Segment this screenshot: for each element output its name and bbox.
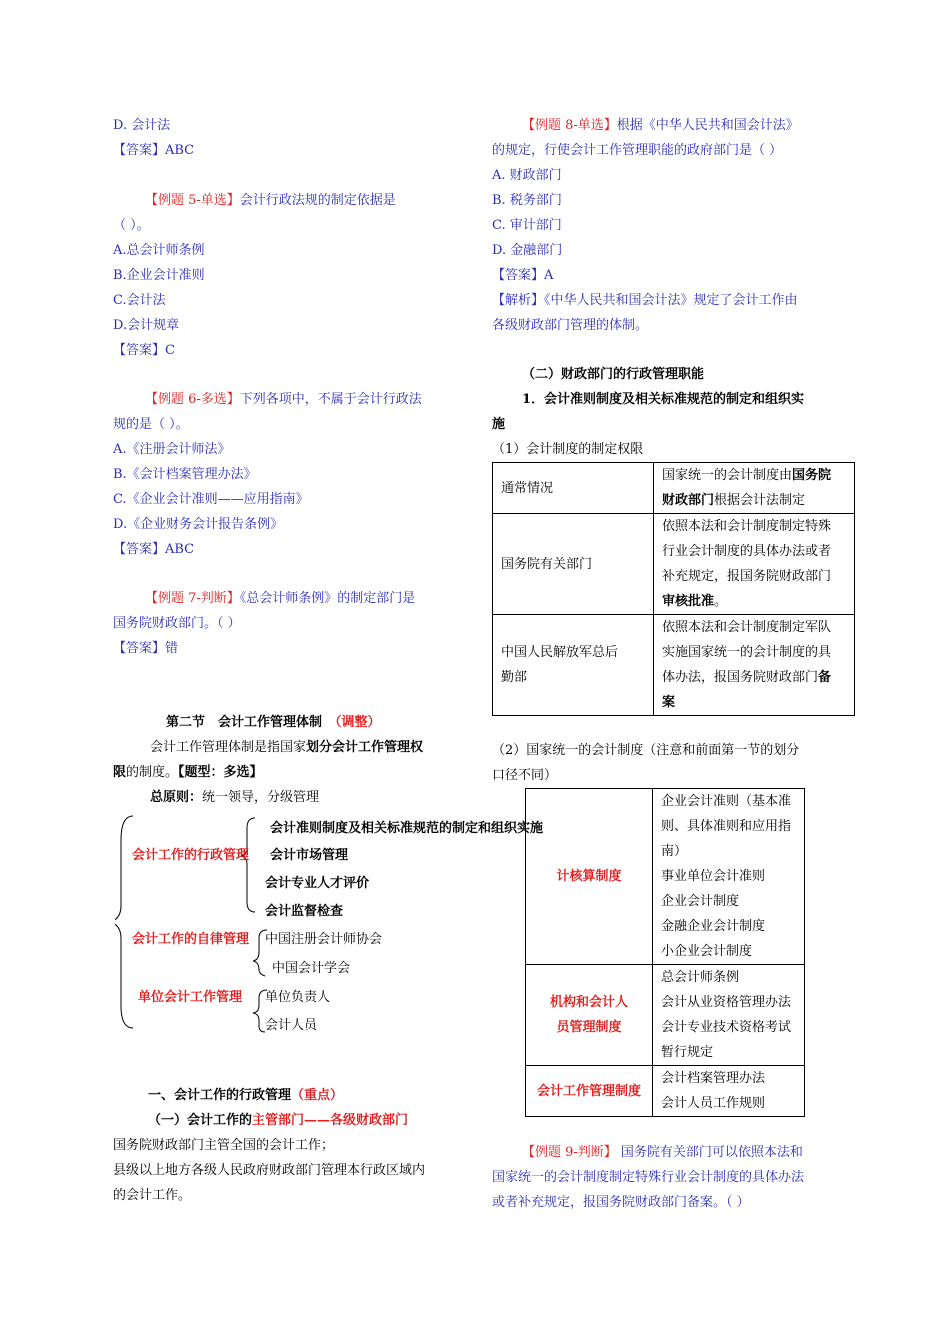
diagram-admin-item: 会计市场管理: [270, 848, 349, 863]
cell-bold: 审核批准: [662, 594, 715, 609]
diagram-group-self: 会计工作的自律管理: [132, 932, 250, 947]
table-cell-key: [493, 615, 654, 716]
q5-stem: [145, 188, 396, 213]
q5-option: B.企业会计准则: [113, 268, 205, 283]
q5-stem-line2: （ ）。: [113, 218, 150, 233]
intro-line2: [113, 760, 263, 785]
q8-stem-line2: 的规定，行使会计工作管理职能的政府部门是（ ）: [492, 143, 783, 158]
intro-line1: [150, 735, 423, 760]
intro-text: 会计工作管理体制是指国家: [150, 740, 307, 755]
authority-table: [492, 462, 855, 716]
q8-analysis-line1: 【解析】《中华人民共和国会计法》规定了会计工作由: [492, 293, 798, 308]
diagram-unit-item: 会计人员: [265, 1018, 318, 1033]
table-group-items: [653, 965, 805, 1066]
cell-text: 事业单位会计准则: [661, 869, 766, 884]
cell-text: 依照本法和会计制度制定军队: [662, 620, 832, 635]
q9-stem: [522, 1140, 803, 1165]
diagram-self-item: 中国会计学会: [272, 961, 351, 976]
table-cell-value: [654, 615, 855, 716]
cell-bold: 备: [818, 670, 832, 685]
cell-text: 小企业会计制度: [661, 944, 753, 959]
table-group-label: 计核算制度: [526, 789, 653, 965]
q6-stem-line2: 规的是（ ）。: [113, 417, 189, 432]
paragraph: 县级以上地方各级人民政府财政部门管理本行政区域内: [113, 1163, 426, 1178]
paragraph: 国务院财政部门主管全国的会计工作；: [113, 1138, 335, 1153]
q7-stem-line1: 《总会计师条例》的制定部门是: [239, 591, 416, 606]
q8-stem-line1: 根据《中华人民共和国会计法》: [616, 118, 799, 133]
section-title-text: 第二节 会计工作管理体制: [166, 715, 323, 730]
table-group-items: [653, 789, 805, 965]
diagram-group-admin: 会计工作的行政管理: [132, 848, 250, 863]
cell-text: 补充规定，报国务院财政部门: [662, 569, 832, 584]
q6-answer: 【答案】ABC: [113, 542, 195, 557]
q8-option: C. 审计部门: [492, 218, 562, 233]
right-heading-3: 1．会计准则制度及相关标准规范的制定和组织实: [522, 392, 805, 407]
q5-stem-line1: 会计行政法规的制定依据是: [239, 193, 396, 208]
sub-heading-2: （2）国家统一的会计制度（注意和前面第一节的划分: [492, 743, 800, 758]
q5-answer: 【答案】C: [113, 343, 175, 358]
heading-2-highlight: 主管部门——各级财政部门: [252, 1113, 409, 1128]
q8-tag: 【例题 8-单选】: [522, 118, 617, 133]
right-heading-2: （二）财政部门的行政管理职能: [522, 367, 705, 382]
section-title: [166, 710, 381, 735]
principle-label: 总原则：: [150, 790, 203, 805]
principle-text: 统一领导，分级管理: [202, 790, 320, 805]
cell-text: 根据会计法制定: [714, 493, 806, 508]
table-group-label: 会计工作管理制度: [526, 1066, 653, 1117]
q4-answer: 【答案】ABC: [113, 143, 195, 158]
table-row: [526, 789, 805, 965]
cell-text: 总会计师条例: [661, 970, 740, 985]
q7-tag: 【例题 7-判断】: [145, 591, 240, 606]
cell-text: 会计从业资格管理办法: [661, 995, 792, 1010]
q9-stem-line1: 国务院有关部门可以依照本法和: [616, 1145, 803, 1160]
cell-text: 行业会计制度的具体办法或者: [662, 544, 832, 559]
q9-stem-line2: 国家统一的会计制度制定特殊行业会计制度的具体办法: [492, 1170, 805, 1185]
q7-stem: [145, 586, 415, 611]
table-row: [493, 514, 855, 615]
q6-option: D.《企业财务会计报告条例》: [113, 517, 284, 532]
sub-heading-2-cont: 口径不同）: [492, 768, 558, 783]
heading-2: [148, 1108, 408, 1133]
q8-analysis-line2: 各级财政部门管理的体制。: [492, 318, 649, 333]
cell-text: 国家统一的会计制度由: [662, 468, 793, 483]
diagram-admin-item: 会计监督检查: [265, 904, 344, 919]
q5-option: A.总会计师条例: [113, 243, 205, 258]
q9-stem-line3: 或者补充规定，报国务院财政部门备案。（ ）: [492, 1195, 750, 1210]
section-tag: （调整）: [335, 715, 381, 730]
cell-text: 实施国家统一的会计制度的具: [662, 645, 832, 660]
diagram-admin-item: 会计准则制度及相关标准规范的制定和组织实施: [270, 821, 544, 836]
q7-stem-line2: 国务院财政部门。（ ）: [113, 616, 241, 631]
q8-option: A. 财政部门: [492, 168, 562, 183]
table-cell-key: 通常情况: [493, 463, 654, 514]
heading-1: [148, 1083, 343, 1108]
intro-text: 的制度。: [126, 765, 179, 780]
q7-answer: 【答案】错: [113, 641, 179, 656]
q8-option: D. 金融部门: [492, 243, 563, 258]
q6-tag: 【例题 6-多选】: [145, 392, 240, 407]
cell-text: 金融企业会计制度: [661, 919, 766, 934]
cell-text: 中国人民解放军总后: [501, 645, 619, 660]
intro-bold: 划分会计工作管理权: [306, 740, 424, 755]
diagram-admin-item: 会计专业人才评价: [265, 876, 370, 891]
q8-option: B. 税务部门: [492, 193, 562, 208]
table-cell-value: [654, 463, 855, 514]
cell-text: 会计专业技术资格考试: [661, 1020, 792, 1035]
principle: [150, 785, 319, 810]
q5-tag: 【例题 5-单选】: [145, 193, 240, 208]
cell-text: 会计人员工作规则: [661, 1096, 766, 1111]
cell-text: 员管理制度: [556, 1020, 622, 1035]
cell-text: 机构和会计人: [549, 995, 628, 1010]
cell-text: 则、具体准则和应用指: [661, 819, 792, 834]
paragraph: 的会计工作。: [113, 1188, 192, 1203]
heading-1-tag: （重点）: [291, 1088, 344, 1103]
table-group-items: [653, 1066, 805, 1117]
cell-text: 南）: [661, 844, 688, 859]
cell-text: 会计档案管理办法: [661, 1071, 766, 1086]
q6-stem-line1: 下列各项中，不属于会计行政法: [239, 392, 422, 407]
cell-bold: 案: [662, 695, 676, 710]
q4-option-d: D. 会计法: [113, 118, 171, 133]
intro-bold: 限: [113, 765, 127, 780]
system-table: [525, 788, 805, 1117]
cell-text: 依照本法和会计制度制定特殊: [662, 519, 832, 534]
q6-stem: [145, 387, 422, 412]
cell-text: 企业会计准则（基本准: [661, 794, 792, 809]
q6-option: C.《企业会计准则——应用指南》: [113, 492, 309, 507]
q8-stem: [522, 113, 799, 138]
table-cell-key: 国务院有关部门: [493, 514, 654, 615]
diagram-self-item: 中国注册会计师协会: [265, 932, 383, 947]
diagram-unit-item: 单位负责人: [265, 990, 331, 1005]
cell-text: 。: [714, 594, 728, 609]
q5-option: C.会计法: [113, 293, 166, 308]
table-row: [526, 1066, 805, 1117]
cell-bold: 财政部门: [662, 493, 715, 508]
table-cell-value: [654, 514, 855, 615]
q9-tag: 【例题 9-判断】: [522, 1145, 617, 1160]
cell-text: 勤部: [501, 670, 528, 685]
right-heading-3-cont: 施: [492, 417, 506, 432]
cell-text: 暂行规定: [661, 1045, 714, 1060]
table-row: [493, 463, 855, 514]
question-type: 【题型：多选】: [178, 765, 263, 780]
diagram-group-unit: 单位会计工作管理: [138, 990, 243, 1005]
q8-answer: 【答案】A: [492, 268, 554, 283]
table-row: [526, 965, 805, 1066]
table-group-label: [526, 965, 653, 1066]
cell-text: 体办法，报国务院财政部门: [662, 670, 819, 685]
cell-bold: 国务院: [792, 468, 832, 483]
q5-option: D.会计规章: [113, 318, 180, 333]
q6-option: B.《会计档案管理办法》: [113, 467, 257, 482]
table-row: [493, 615, 855, 716]
heading-1-text: 一、会计工作的行政管理: [148, 1088, 292, 1103]
sub-heading-1: （1）会计制度的制定权限: [492, 442, 644, 457]
heading-2-text: （一）会计工作的: [148, 1113, 253, 1128]
q6-option: A.《注册会计师法》: [113, 442, 231, 457]
cell-text: 企业会计制度: [661, 894, 740, 909]
outer-brace: [115, 816, 133, 1028]
